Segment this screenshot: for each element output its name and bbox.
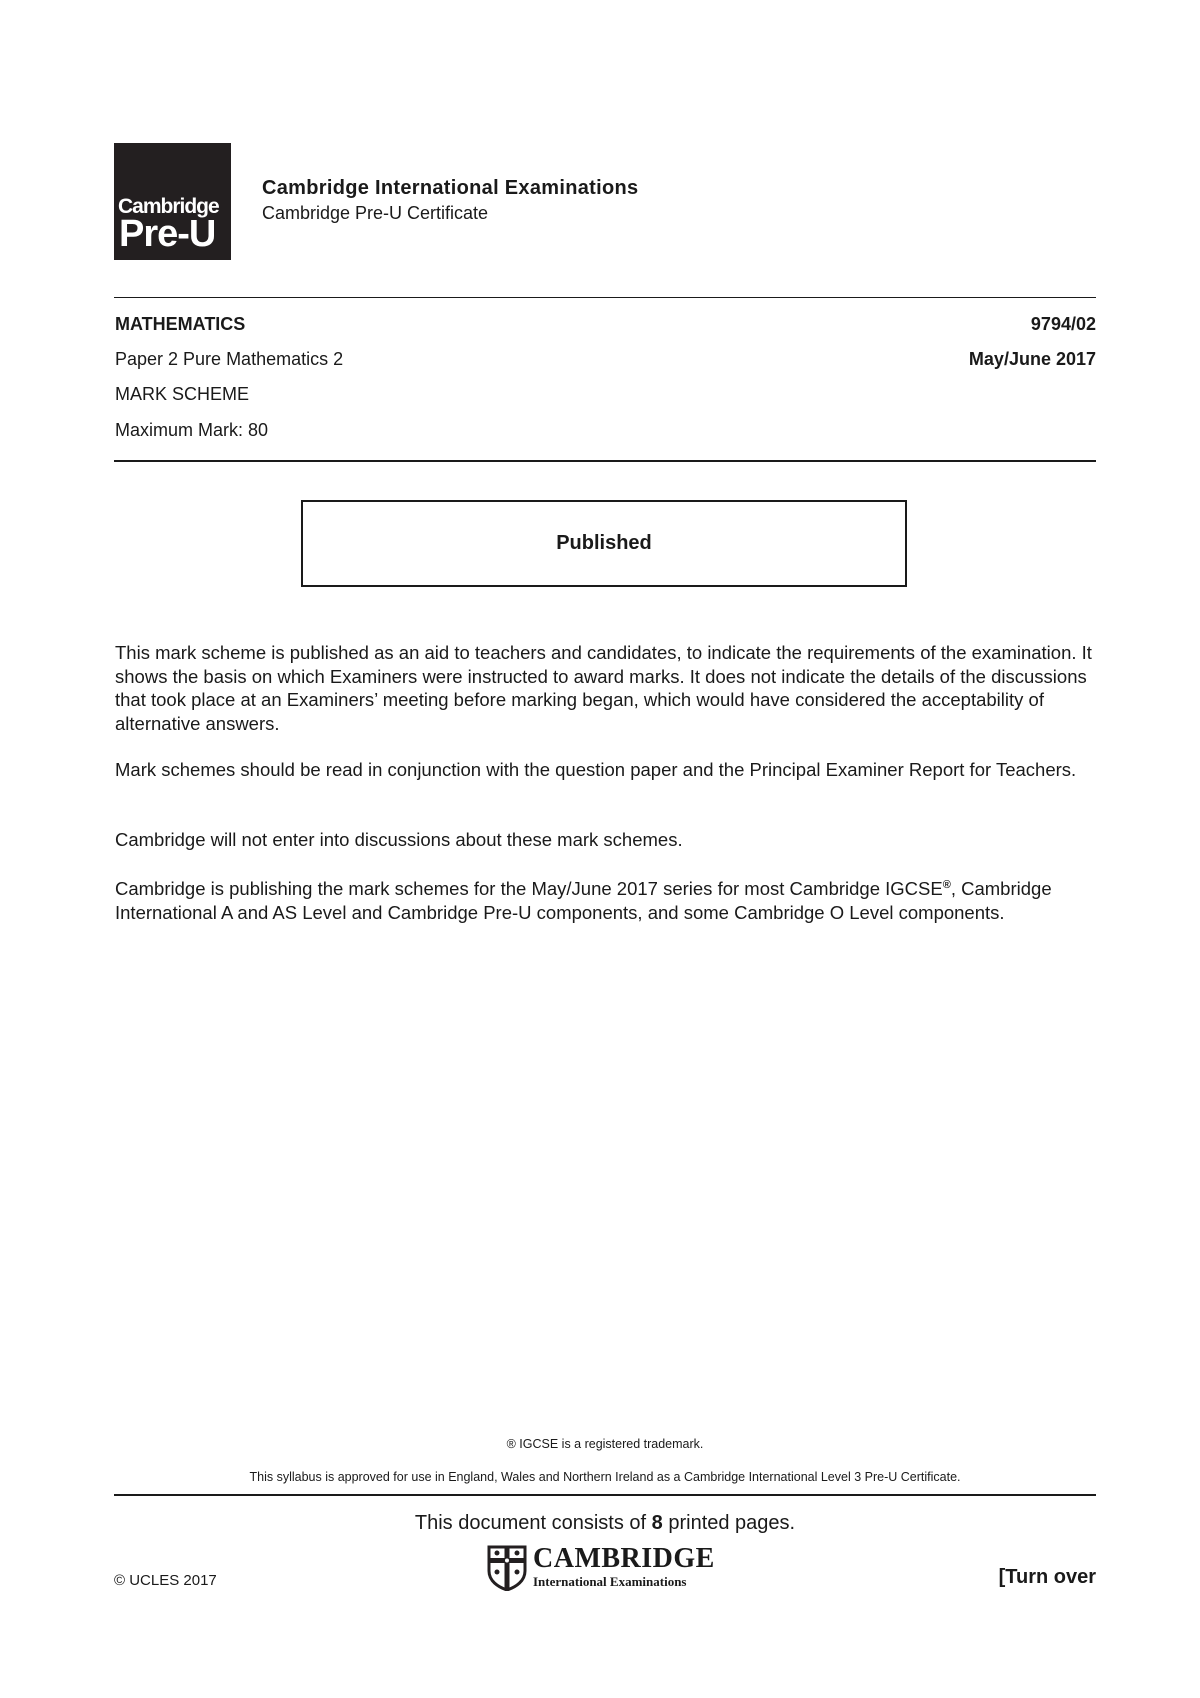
meta-divider [114,460,1096,462]
certificate-name: Cambridge Pre-U Certificate [262,203,489,223]
pages-prefix: This document consists of [414,1512,652,1534]
trademark-note: ® IGCSE is a registered trademark. [506,1437,704,1451]
paper-title: Paper 2 Pure Mathematics 2 [115,349,344,369]
turn-over: [Turn over [998,1566,1096,1588]
cambridge-subtitle: International Examinations [533,1574,687,1589]
footer-divider [114,1494,1096,1496]
publishing-text-b: , Cambridge International A and AS Level and Cambridge Pre-U components, and some Cambridge O Level components. [115,878,1052,923]
paper-code: 9794/02 [1030,314,1096,334]
crest-icon [487,1545,527,1591]
pre-u-logo [114,143,231,260]
paragraph-publishing [115,874,1100,924]
paragraph-conjunction: Mark schemes should be read in conjunction with the question paper and the Principal Examiner Report for Teachers. [115,759,1077,780]
organization-name: Cambridge International Examinations [262,177,639,199]
logo-line2: Pre-U [119,213,216,255]
page-count-line [0,1512,1200,1535]
subject: MATHEMATICS [115,314,246,334]
published-label: Published [556,532,652,554]
pages-suffix: printed pages. [662,1512,796,1534]
registered-mark: ® [942,879,951,891]
document-type: MARK SCHEME [115,384,250,404]
header-divider [114,297,1096,298]
publishing-text-a: Cambridge is publishing the mark schemes for the May/June 2017 series for most Cambridge IGCSE [115,878,943,900]
syllabus-note: This syllabus is approved for use in England, Wales and Northern Ireland as a Cambridge International Level 3 Pre-U Certificate. [249,1470,961,1484]
paragraph-purpose: This mark scheme is published as an aid to teachers and candidates, to indicate the requirements of the examination. It shows the basis on which Examiners were instructed to award marks. It does not indicate the details of the discussions that took place at an Examiners’ meeting before marking began, which would have considered the acceptability of alternative answers. [115,642,1092,734]
logo-line1: Cambridge [118,195,219,218]
paragraph-no-discussion: Cambridge will not enter into discussions about these mark schemes. [115,829,683,850]
maximum-mark: Maximum Mark: 80 [115,420,269,440]
pages-count: 8 [651,1512,663,1534]
published-box [301,500,907,587]
cambridge-logo [487,1545,727,1591]
session: May/June 2017 [968,349,1096,369]
cambridge-wordmark: CAMBRIDGE [533,1543,715,1574]
copyright: © UCLES 2017 [114,1572,217,1589]
